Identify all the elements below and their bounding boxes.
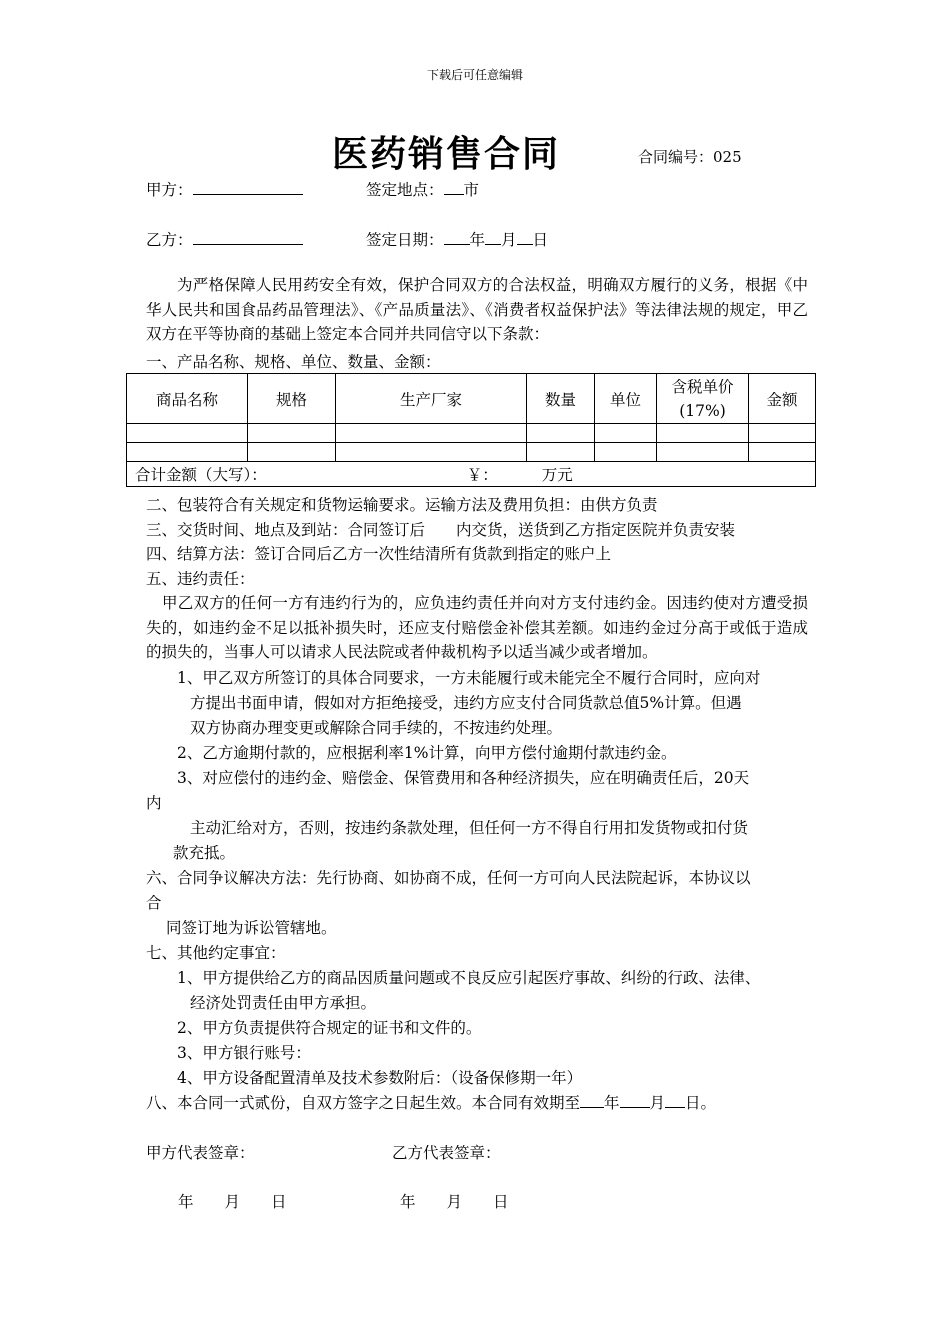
section-4: 四、结算方法：签订合同后乙方一次性结清所有货款到指定的账户上 xyxy=(146,545,612,563)
section-8-month: 月 xyxy=(649,1094,666,1112)
table-row xyxy=(127,424,816,443)
date-year: 年 xyxy=(469,231,486,249)
cell-empty[interactable] xyxy=(127,424,248,443)
contract-title: 医药销售合同 xyxy=(332,133,561,175)
cell-empty[interactable] xyxy=(336,424,527,443)
place-blank xyxy=(444,179,464,195)
total-cell xyxy=(127,462,816,487)
intro-paragraph: 为严格保障人民用药安全有效，保护合同双方的合法权益，明确双方履行的义务，根据《中华人民共和国食品药品管理法》、《产品质量法》、《消费者权益保护法》等法律法规的规定，甲乙双方在平等协商的基础上签定本合同并共同信守以下条款： xyxy=(146,276,808,343)
cell-empty[interactable] xyxy=(527,424,595,443)
col-header-name: 商品名称 xyxy=(127,374,248,424)
section-5-paragraph: 甲乙双方的任何一方有违约行为的，应负违约责任并向对方支付违约金。因违约使对方遭受损失的，如违约金不足以抵补损失时，还应支付赔偿金补偿其差额。如违约金过分高于或低于造成的损失的，当事人可以请求人民法院或者仲裁机构予以适当减少或者增加。 xyxy=(146,594,808,661)
cell-empty[interactable] xyxy=(595,424,657,443)
cell-empty[interactable] xyxy=(248,443,336,462)
total-row xyxy=(127,462,816,487)
cell-empty[interactable] xyxy=(527,443,595,462)
s7-item2: 2、甲方负责提供符合规定的证书和文件的。 xyxy=(177,1019,482,1037)
party-b-line xyxy=(146,228,303,250)
validity-month-blank xyxy=(620,1092,650,1108)
section-7-heading: 七、其他约定事宜： xyxy=(146,944,286,962)
party-b-label: 乙方： xyxy=(146,231,193,249)
date-day: 日 xyxy=(532,231,549,249)
s7-item1-line2: 经济处罚责任由甲方承担。 xyxy=(190,994,377,1012)
validity-year-blank xyxy=(580,1092,604,1108)
section-3: 三、交货时间、地点及到站：合同签订后 内交货，送货到乙方指定医院并负责安装 xyxy=(146,521,736,539)
s5-item3-line4: 款充抵。 xyxy=(173,844,236,862)
s5-item1-line1: 1、甲乙双方所签订的具体合同要求，一方未能履行或未能完全不履行合同时，应向对 xyxy=(177,669,761,687)
cell-empty[interactable] xyxy=(595,443,657,462)
cell-empty[interactable] xyxy=(749,424,816,443)
party-a-blank xyxy=(193,179,303,195)
date-day-blank xyxy=(517,229,533,245)
date-month: 月 xyxy=(501,231,517,249)
place-suffix: 市 xyxy=(463,181,480,199)
s7-item4: 4、甲方设备配置清单及技术参数附后：（设备保修期一年） xyxy=(177,1069,583,1087)
col-header-spec: 规格 xyxy=(248,374,336,424)
s7-item1-line1: 1、甲方提供给乙方的商品因质量问题或不良反应引起医疗事故、纠纷的行政、法律、 xyxy=(177,969,761,987)
place-label: 签定地点： xyxy=(366,181,444,199)
section-8-day: 日。 xyxy=(685,1094,717,1112)
s5-item3-line3: 主动汇给对方，否则，按违约条款处理，但任何一方不得自行用扣发货物或扣付货 xyxy=(190,819,749,837)
cell-empty[interactable] xyxy=(749,443,816,462)
cell-empty[interactable] xyxy=(657,424,749,443)
cell-empty[interactable] xyxy=(248,424,336,443)
section-8-year: 年 xyxy=(604,1094,620,1112)
place-line xyxy=(366,178,479,200)
s5-item3-line2: 内 xyxy=(146,794,162,812)
cell-empty[interactable] xyxy=(336,443,527,462)
section-6-line1: 六、合同争议解决方法：先行协商、如协商不成，任何一方可向人民法院起诉，本协议以 xyxy=(146,869,751,887)
s7-item3: 3、甲方银行账号： xyxy=(177,1044,311,1062)
contract-number: 合同编号：025 xyxy=(638,148,742,166)
header-note: 下载后可任意编辑 xyxy=(426,68,523,82)
section-2: 二、包装符合有关规定和货物运输要求。运输方法及费用负担：由供方负责 xyxy=(146,496,658,514)
col-header-manufacturer: 生产厂家 xyxy=(336,374,527,424)
section-6-line2: 合 xyxy=(146,894,162,912)
total-currency: ￥： xyxy=(466,466,498,484)
section-6-line3: 同签订地为诉讼管辖地。 xyxy=(166,919,337,937)
total-unit: 万元 xyxy=(541,466,573,484)
col-header-quantity: 数量 xyxy=(527,374,595,424)
col-header-amount: 金额 xyxy=(749,374,816,424)
cell-empty[interactable] xyxy=(127,443,248,462)
table-header-row xyxy=(127,374,816,424)
product-table xyxy=(126,373,816,487)
sign-date-b: 年 月 日 xyxy=(400,1193,509,1211)
section-1-heading: 一、产品名称、规格、单位、数量、金额： xyxy=(146,353,441,371)
col-header-unit-price: 含税单价 (17%) xyxy=(657,374,749,424)
sign-party-b: 乙方代表签章： xyxy=(392,1144,501,1162)
s5-item1-line3: 双方协商办理变更或解除合同手续的，不按违约处理。 xyxy=(190,719,563,737)
validity-day-blank xyxy=(665,1092,685,1108)
table-row xyxy=(127,443,816,462)
s5-item1-line2: 方提出书面申请，假如对方拒绝接受，违约方应支付合同货款总值5%计算。但遇 xyxy=(190,694,742,712)
date-month-blank xyxy=(485,229,501,245)
date-year-blank xyxy=(444,229,470,245)
s5-item3-line1: 3、对应偿付的违约金、赔偿金、保管费用和各种经济损失，应在明确责任后，20天 xyxy=(177,769,750,787)
sign-party-a: 甲方代表签章： xyxy=(146,1144,255,1162)
total-label: 合计金额（大写）： xyxy=(135,466,267,484)
col-header-unit: 单位 xyxy=(595,374,657,424)
s5-item2: 2、乙方逾期付款的，应根据利率1%计算，向甲方偿付逾期付款违约金。 xyxy=(177,744,677,762)
party-a-label: 甲方： xyxy=(146,181,193,199)
cell-empty[interactable] xyxy=(657,443,749,462)
date-label: 签定日期： xyxy=(366,231,444,249)
section-8 xyxy=(146,1091,716,1113)
party-b-blank xyxy=(193,229,303,245)
date-line xyxy=(366,228,548,250)
party-a-line xyxy=(146,178,303,200)
section-8-text: 八、本合同一式贰份，自双方签字之日起生效。本合同有效期至 xyxy=(146,1094,581,1112)
sign-date-a: 年 月 日 xyxy=(178,1193,287,1211)
section-5-heading: 五、违约责任： xyxy=(146,570,255,588)
